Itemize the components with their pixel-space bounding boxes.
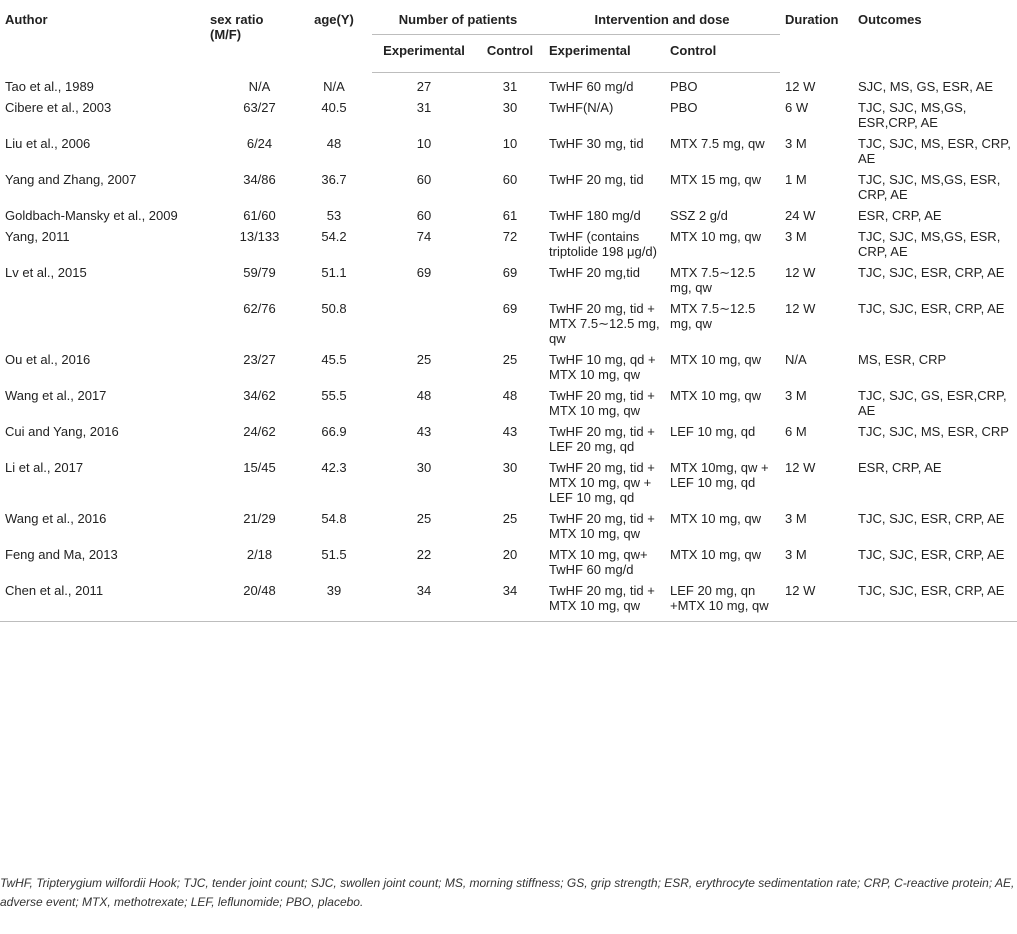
cell-age: 40.5: [321, 100, 347, 115]
cell-patients-control: 25: [502, 352, 518, 367]
cell-patients-control: 34: [476, 577, 544, 622]
cell-sex-ratio: 15/45: [243, 460, 276, 475]
cell-outcomes: TJC, SJC, ESR, CRP, AE: [858, 547, 1005, 562]
table-row: [0, 505, 1017, 541]
table-row: [0, 202, 1017, 223]
cell-duration: 3 M: [785, 388, 807, 403]
cell-sex-ratio: 23/27: [243, 352, 276, 367]
header-age: age(Y): [314, 12, 354, 27]
cell-patients-experimental: 60: [416, 208, 432, 223]
cell-intervention-experimental: TwHF 20 mg, tid + MTX 10 mg, qw + LEF 10 mg, qd: [549, 460, 655, 505]
cell-sex-ratio: 62/76: [243, 301, 276, 316]
cell-duration: 3 M: [785, 136, 807, 151]
cell-outcomes: TJC, SJC, MS,GS, ESR, CRP, AE: [858, 172, 1001, 202]
header-intervention-experimental: Experimental: [544, 35, 665, 73]
cell-patients-control: 60: [502, 172, 518, 187]
table-row: [0, 223, 1017, 259]
cell-age: 51.1: [321, 265, 347, 280]
cell-intervention-control: MTX 10 mg, qw: [670, 388, 762, 403]
cell-age: 54.8: [321, 511, 347, 526]
cell-outcomes: MS, ESR, CRP: [858, 352, 947, 367]
cell-patients-experimental: 25: [416, 352, 432, 367]
cell-outcomes: TJC, SJC, ESR, CRP, AE: [858, 301, 1005, 316]
cell-patients-control: 30: [502, 460, 518, 475]
cell-intervention-experimental: TwHF 30 mg, tid: [549, 136, 644, 151]
cell-author: Yang, 2011: [5, 229, 70, 244]
cell-age: 45.5: [321, 352, 347, 367]
table-row: [0, 73, 1017, 95]
cell-author: Li et al., 2017: [5, 460, 84, 475]
header-duration: Duration: [785, 12, 839, 27]
table-header: [0, 0, 1017, 73]
cell-intervention-experimental: TwHF 180 mg/d: [549, 208, 641, 223]
cell-intervention-control: LEF 20 mg, qn +MTX 10 mg, qw: [665, 577, 780, 622]
cell-outcomes: TJC, SJC, MS,GS, ESR,CRP, AE: [858, 100, 967, 130]
cell-patients-experimental: 27: [416, 79, 432, 94]
cell-sex-ratio: 63/27: [243, 100, 276, 115]
cell-author: Ou et al., 2016: [5, 352, 91, 367]
cell-author: Cibere et al., 2003: [5, 100, 112, 115]
cell-duration: 12 W: [785, 301, 816, 316]
cell-intervention-control: MTX 10 mg, qw: [670, 511, 762, 526]
table-row: [0, 166, 1017, 202]
cell-duration: 12 W: [785, 78, 816, 94]
cell-sex-ratio: 21/29: [243, 511, 276, 526]
cell-sex-ratio: 6/24: [246, 136, 273, 151]
cell-intervention-control: SSZ 2 g/d: [670, 208, 728, 223]
cell-intervention-experimental: TwHF 20 mg, tid: [549, 172, 644, 187]
cell-patients-control: 31: [502, 79, 518, 94]
cell-author: Wang et al., 2016: [5, 511, 107, 526]
cell-patients-experimental: 30: [416, 460, 432, 475]
cell-duration: 12 W: [785, 265, 816, 280]
table-body: [0, 73, 1017, 622]
cell-sex-ratio: 34/62: [243, 388, 276, 403]
cell-patients-control: 25: [502, 511, 518, 526]
cell-age: 53: [326, 208, 342, 223]
cell-intervention-experimental: TwHF 20 mg, tid + MTX 10 mg, qw: [549, 511, 655, 541]
cell-duration: N/A: [785, 352, 807, 367]
cell-sex-ratio: 13/133: [239, 229, 280, 244]
cell-outcomes: TJC, SJC, MS, ESR, CRP: [858, 424, 1009, 439]
cell-patients-experimental: 31: [416, 100, 432, 115]
table-row: [0, 454, 1017, 505]
cell-intervention-experimental: TwHF(N/A): [549, 100, 614, 115]
cell-patients-experimental: [372, 295, 476, 346]
cell-sex-ratio: 20/48: [198, 577, 296, 622]
cell-author: Tao et al., 1989: [5, 78, 94, 94]
cell-duration: 6 W: [785, 100, 809, 115]
cell-intervention-control: MTX 7.5 mg, qw: [670, 136, 765, 151]
header-outcomes: Outcomes: [858, 12, 922, 27]
cell-patients-experimental: 43: [416, 424, 432, 439]
cell-patients-experimental: 25: [416, 511, 432, 526]
cell-intervention-control: MTX 15 mg, qw: [670, 172, 762, 187]
cell-duration: 3 M: [785, 511, 807, 526]
header-intervention-control: Control: [665, 35, 780, 73]
cell-sex-ratio: 59/79: [243, 265, 276, 280]
header-author: Author: [5, 12, 48, 27]
cell-age: 55.5: [321, 388, 347, 403]
cell-intervention-control: LEF 10 mg, qd: [670, 424, 756, 439]
cell-intervention-experimental: TwHF 20 mg, tid + MTX 10 mg, qw: [549, 388, 655, 418]
cell-duration: 12 W: [785, 460, 816, 475]
cell-intervention-experimental: TwHF 60 mg/d: [549, 79, 634, 94]
cell-sex-ratio: 24/62: [243, 424, 276, 439]
cell-duration: 3 M: [785, 547, 807, 562]
cell-intervention-experimental: TwHF 20 mg, tid + LEF 20 mg, qd: [549, 424, 655, 454]
cell-duration: 12 W: [780, 577, 853, 622]
cell-intervention-experimental: TwHF (contains triptolide 198 μg/d): [549, 229, 657, 259]
header-patients-control: Control: [476, 35, 544, 73]
cell-outcomes: TJC, SJC, MS,GS, ESR, CRP, AE: [858, 229, 1001, 259]
cell-patients-experimental: 74: [416, 229, 432, 244]
header-intervention-and-dose: Intervention and dose: [544, 0, 780, 35]
header-sex-ratio: sex ratio (M/F): [210, 12, 264, 42]
cell-patients-experimental: 69: [416, 265, 432, 280]
cell-intervention-control: MTX 10 mg, qw: [670, 229, 762, 244]
cell-outcomes: SJC, MS, GS, ESR, AE: [858, 78, 994, 94]
cell-intervention-control: MTX 7.5∼12.5 mg, qw: [670, 265, 756, 295]
cell-intervention-experimental: TwHF 20 mg, tid + MTX 7.5∼12.5 mg, qw: [549, 301, 660, 346]
cell-patients-control: 10: [502, 136, 518, 151]
cell-patients-control: 69: [502, 301, 518, 316]
cell-author: Liu et al., 2006: [5, 136, 91, 151]
cell-patients-control: 43: [502, 424, 518, 439]
cell-outcomes: TJC, SJC, ESR, CRP, AE: [853, 577, 1017, 622]
cell-intervention-control: MTX 10 mg, qw: [670, 547, 762, 562]
cell-patients-control: 48: [502, 388, 518, 403]
cell-author: Feng and Ma, 2013: [5, 547, 118, 562]
table-row: [0, 577, 1017, 622]
cell-duration: 1 M: [785, 172, 807, 187]
cell-patients-control: 20: [502, 547, 518, 562]
cell-outcomes: TJC, SJC, MS, ESR, CRP, AE: [858, 136, 1011, 166]
cell-duration: 24 W: [785, 208, 816, 223]
table-row: [0, 94, 1017, 130]
cell-age: N/A: [323, 78, 345, 94]
cell-author: Lv et al., 2015: [5, 265, 87, 280]
cell-age: 54.2: [321, 229, 347, 244]
cell-intervention-control: MTX 7.5∼12.5 mg, qw: [670, 301, 756, 331]
header-row-primary: [0, 0, 1017, 35]
cell-author: Chen et al., 2011: [0, 577, 198, 622]
table-row: [0, 295, 1017, 346]
table-footnote: TwHF, Tripterygium wilfordii Hook; TJC, tender joint count; SJC, swollen joint count; MS, morning stiffness; GS, grip strength; ESR, erythrocyte sedimentation rate; CRP, C-reactive protein; AE, adverse event; MTX, methotrexate; LEF, leflunomide; PBO, placebo.: [0, 876, 1015, 909]
cell-outcomes: ESR, CRP, AE: [858, 460, 942, 475]
cell-intervention-control: MTX 10mg, qw + LEF 10 mg, qd: [670, 460, 769, 490]
cell-patients-control: 69: [502, 265, 518, 280]
cell-sex-ratio: 61/60: [243, 208, 276, 223]
cell-intervention-experimental: MTX 10 mg, qw+ TwHF 60 mg/d: [549, 547, 648, 577]
cell-age: 36.7: [321, 172, 347, 187]
cell-intervention-experimental: TwHF 20 mg,tid: [549, 265, 641, 280]
cell-author: Cui and Yang, 2016: [5, 424, 119, 439]
cell-age: 51.5: [321, 547, 347, 562]
cell-author: Goldbach-Mansky et al., 2009: [5, 208, 178, 223]
cell-patients-experimental: 60: [416, 172, 432, 187]
cell-age: 66.9: [321, 424, 347, 439]
cell-patients-experimental: 48: [416, 388, 432, 403]
cell-patients-experimental: 10: [416, 136, 432, 151]
cell-outcomes: TJC, SJC, ESR, CRP, AE: [858, 265, 1005, 280]
cell-duration: 3 M: [785, 229, 807, 244]
table-row: [0, 130, 1017, 166]
cell-sex-ratio: 34/86: [243, 172, 276, 187]
table-row: [0, 382, 1017, 418]
table-row: [0, 259, 1017, 295]
cell-age: 50.8: [321, 301, 347, 316]
cell-intervention-control: PBO: [670, 79, 698, 94]
cell-sex-ratio: 2/18: [246, 547, 273, 562]
cell-outcomes: TJC, SJC, ESR, CRP, AE: [858, 511, 1005, 526]
cell-patients-control: 30: [502, 100, 518, 115]
cell-intervention-experimental: TwHF 20 mg, tid + MTX 10 mg, qw: [544, 577, 665, 622]
table-row: [0, 418, 1017, 454]
header-patients-experimental: Experimental: [372, 35, 476, 73]
cell-author: Wang et al., 2017: [5, 388, 107, 403]
cell-sex-ratio: N/A: [248, 78, 271, 94]
cell-author: Yang and Zhang, 2007: [5, 172, 137, 187]
cell-duration: 6 M: [785, 424, 807, 439]
cell-outcomes: TJC, SJC, GS, ESR,CRP, AE: [858, 388, 1007, 418]
cell-intervention-control: MTX 10 mg, qw: [670, 352, 762, 367]
cell-patients-experimental: 34: [372, 577, 476, 622]
cell-age: 48: [326, 136, 342, 151]
cell-age: 42.3: [321, 460, 347, 475]
table-row: [0, 346, 1017, 382]
cell-intervention-control: PBO: [670, 100, 698, 115]
cell-intervention-experimental: TwHF 10 mg, qd + MTX 10 mg, qw: [549, 352, 656, 382]
header-number-of-patients: Number of patients: [372, 0, 544, 35]
cell-patients-experimental: 22: [416, 547, 432, 562]
cell-outcomes: ESR, CRP, AE: [858, 208, 942, 223]
cell-patients-control: 72: [502, 229, 518, 244]
cell-age: 39: [296, 577, 372, 622]
table-row: [0, 541, 1017, 577]
cell-patients-control: 61: [502, 208, 518, 223]
cell-author: [0, 295, 198, 346]
